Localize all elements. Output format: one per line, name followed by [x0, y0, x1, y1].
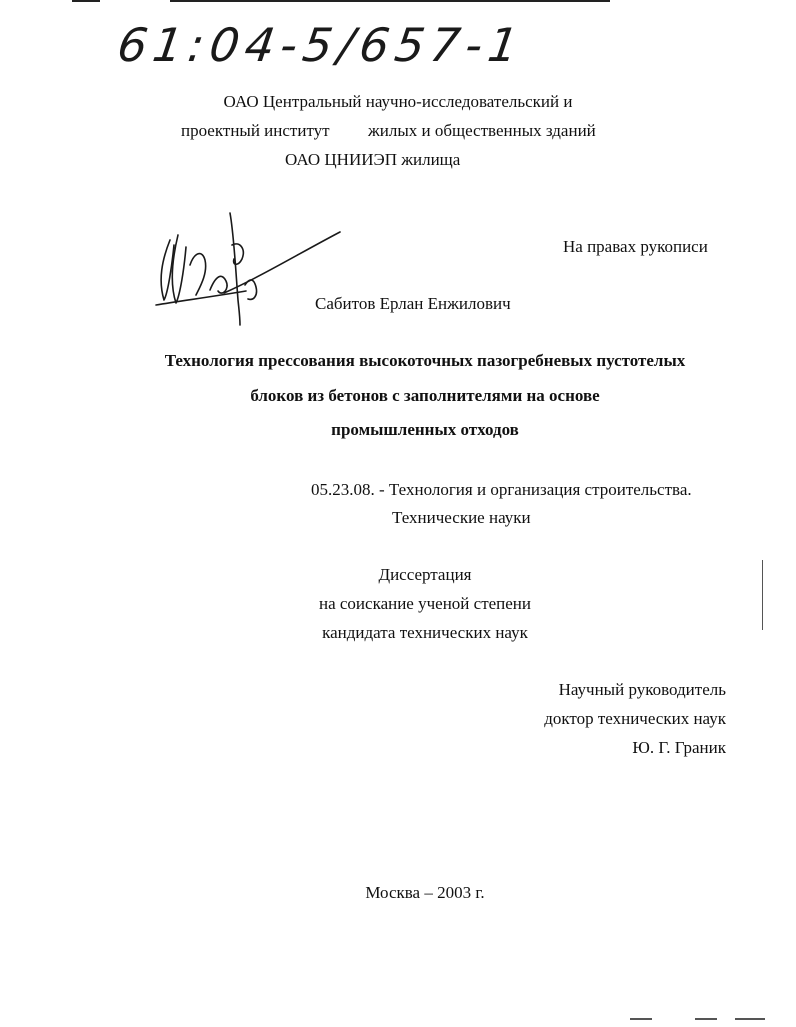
archive-number: 61:04-5/657-1: [114, 18, 528, 72]
scan-edge-rule-right: [170, 0, 610, 2]
institution-short-name: ОАО ЦНИИЭП жилища: [285, 150, 461, 169]
institution-line1: ОАО Центральный научно-исследовательский и: [223, 92, 573, 111]
scan-edge-rule-left: [72, 0, 100, 2]
supervisor-role: Научный руководитель: [558, 680, 726, 699]
scan-margin-mark: [762, 560, 763, 630]
author-name: Сабитов Ерлан Енжилович: [315, 294, 511, 313]
place-year: Москва – 2003 г.: [365, 883, 485, 902]
dissertation-label: Диссертация: [378, 565, 472, 584]
scan-bottom-mark-3: [735, 1018, 765, 1020]
title-line2: блоков из бетонов с заполнителями на основе: [250, 386, 600, 405]
supervisor-degree: доктор технических наук: [544, 709, 726, 728]
scan-bottom-mark-2: [695, 1018, 717, 1020]
dissertation-degree-name: кандидата технических наук: [322, 623, 528, 642]
specialty-field: Технические науки: [392, 508, 531, 527]
institution-line2-left: проектный институт: [181, 121, 330, 140]
supervisor-name: Ю. Г. Граник: [632, 738, 726, 757]
title-line1: Технология прессования высокоточных пазогребневых пустотелых: [164, 351, 686, 370]
title-line3: промышленных отходов: [331, 420, 519, 439]
specialty-code: 05.23.08. - Технология и организация строительства.: [311, 480, 692, 499]
institution-line2-right: жилых и общественных зданий: [368, 121, 596, 140]
dissertation-degree-line: на соискание ученой степени: [318, 594, 532, 613]
scan-bottom-mark-1: [630, 1018, 652, 1020]
rights-note: На правах рукописи: [563, 237, 708, 256]
